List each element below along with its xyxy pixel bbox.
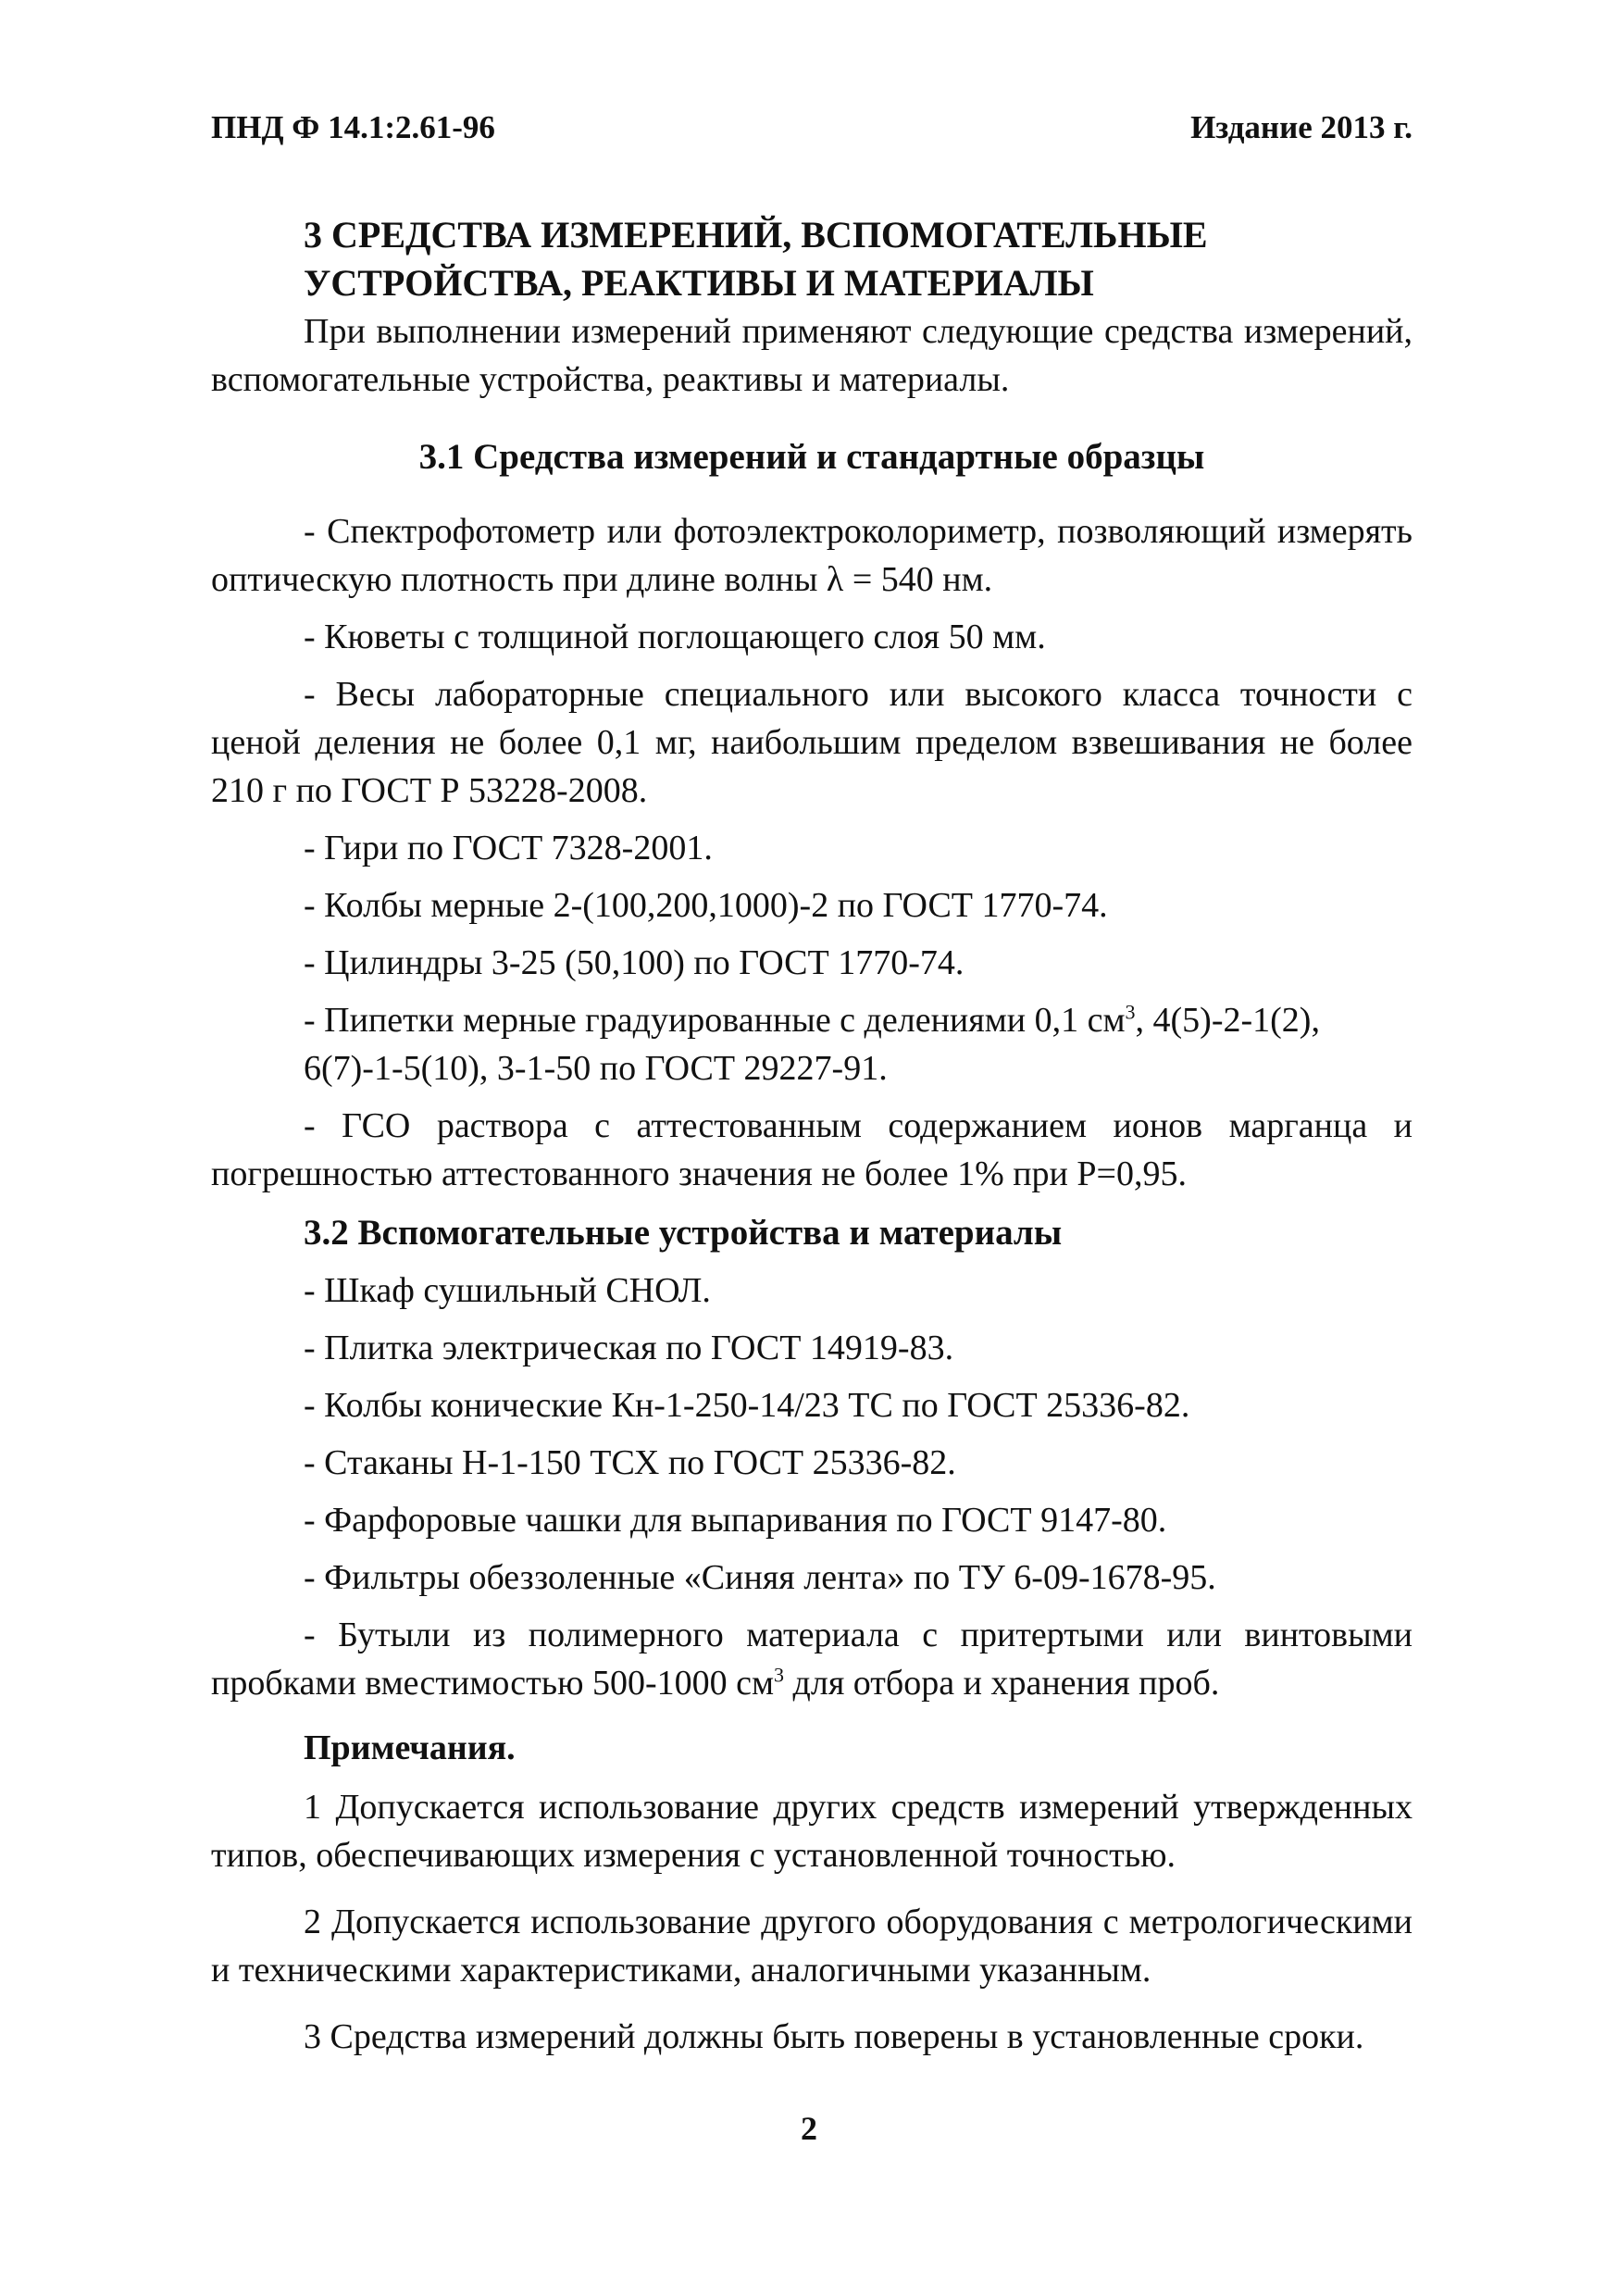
- list-item: - Колбы конические Кн-1-250-14/23 ТС по ГОСТ 25336-82.: [304, 1386, 1190, 1425]
- list-item: - Кюветы с толщиной поглощающего слоя 50 мм.: [304, 618, 1046, 656]
- list-item: - Плитка электрическая по ГОСТ 14919-83.: [304, 1329, 954, 1367]
- document-code: ПНД Ф 14.1:2.61-96: [211, 109, 495, 145]
- bottles-superscript: 3: [774, 1663, 785, 1687]
- list-item: - Шкаф сушильный СНОЛ.: [304, 1271, 711, 1310]
- section-3-1-title: 3.1 Средства измерений и стандартные образцы: [418, 437, 1205, 477]
- list-item-bottles: [211, 1611, 1413, 1707]
- section-3-2-title: 3.2 Вспомогательные устройства и материалы: [304, 1213, 1063, 1253]
- pipette-text-b: , 4(5)-2-1(2), 6(7)-1-5(10), 3-1-50 по ГОСТ 29227-91.: [304, 1001, 1320, 1088]
- bottles-text-b: для отбора и хранения проб.: [784, 1664, 1220, 1703]
- note-item: 2 Допускается использование другого оборудования с метрологическими и техническими характеристиками, аналогичными указанным.: [211, 1903, 1413, 1990]
- note-item: 1 Допускается использование других средств измерений утвержденных типов, обеспечивающих измерения с установленной точностью.: [211, 1788, 1413, 1875]
- notes-title: Примечания.: [304, 1728, 516, 1767]
- edition-label: Издание 2013 г.: [1190, 109, 1413, 145]
- page-number: 2: [801, 2110, 817, 2147]
- page-content: [211, 211, 1413, 2079]
- list-item: - Весы лабораторные специального или высокого класса точности с ценой деления не более 0,1 мг, наибольшим пределом взвешивания не более 210 г по ГОСТ Р 53228-2008.: [211, 675, 1413, 810]
- list-item: - Стаканы Н-1-150 ТСХ по ГОСТ 25336-82.: [304, 1443, 956, 1482]
- section-3-intro: При выполнении измерений применяют следующие средства измерений, вспомогательные устройства, реактивы и материалы.: [211, 312, 1413, 399]
- list-item: - Колбы мерные 2-(100,200,1000)-2 по ГОСТ 1770-74.: [304, 886, 1108, 925]
- list-item: - Фильтры обеззоленные «Синяя лента» по ТУ 6-09-1678-95.: [304, 1558, 1216, 1597]
- bottles-text-a: - Бутыли из полимерного материала с притертыми или винтовыми пробками вместимостью 500-1000 см: [211, 1616, 1413, 1703]
- list-item: - ГСО раствора с аттестованным содержанием ионов марганца и погрешностью аттестованного значения не более 1% при Р=0,95.: [211, 1106, 1413, 1193]
- list-item: - Спектрофотометр или фотоэлектроколориметр, позволяющий измерять оптическую плотность при длине волны λ = 540 нм.: [211, 512, 1413, 599]
- page-header: [211, 109, 1413, 156]
- list-item: - Фарфоровые чашки для выпаривания по ГОСТ 9147-80.: [304, 1501, 1167, 1540]
- section-3-title-line-1: 3 СРЕДСТВА ИЗМЕРЕНИЙ, ВСПОМОГАТЕЛЬНЫЕ: [304, 214, 1208, 256]
- pipette-text-a: - Пипетки мерные градуированные с делениями 0,1 см: [304, 1001, 1126, 1040]
- note-item: 3 Средства измерений должны быть поверены в установленные сроки.: [304, 2017, 1364, 2056]
- list-item-pipettes: [211, 996, 1413, 1092]
- list-item: - Гири по ГОСТ 7328-2001.: [304, 829, 713, 867]
- pipette-superscript: 3: [1125, 1000, 1136, 1024]
- list-item: - Цилиндры 3-25 (50,100) по ГОСТ 1770-74.: [304, 943, 965, 982]
- section-3-title-line-2: УСТРОЙСТВА, РЕАКТИВЫ И МАТЕРИАЛЫ: [304, 262, 1094, 304]
